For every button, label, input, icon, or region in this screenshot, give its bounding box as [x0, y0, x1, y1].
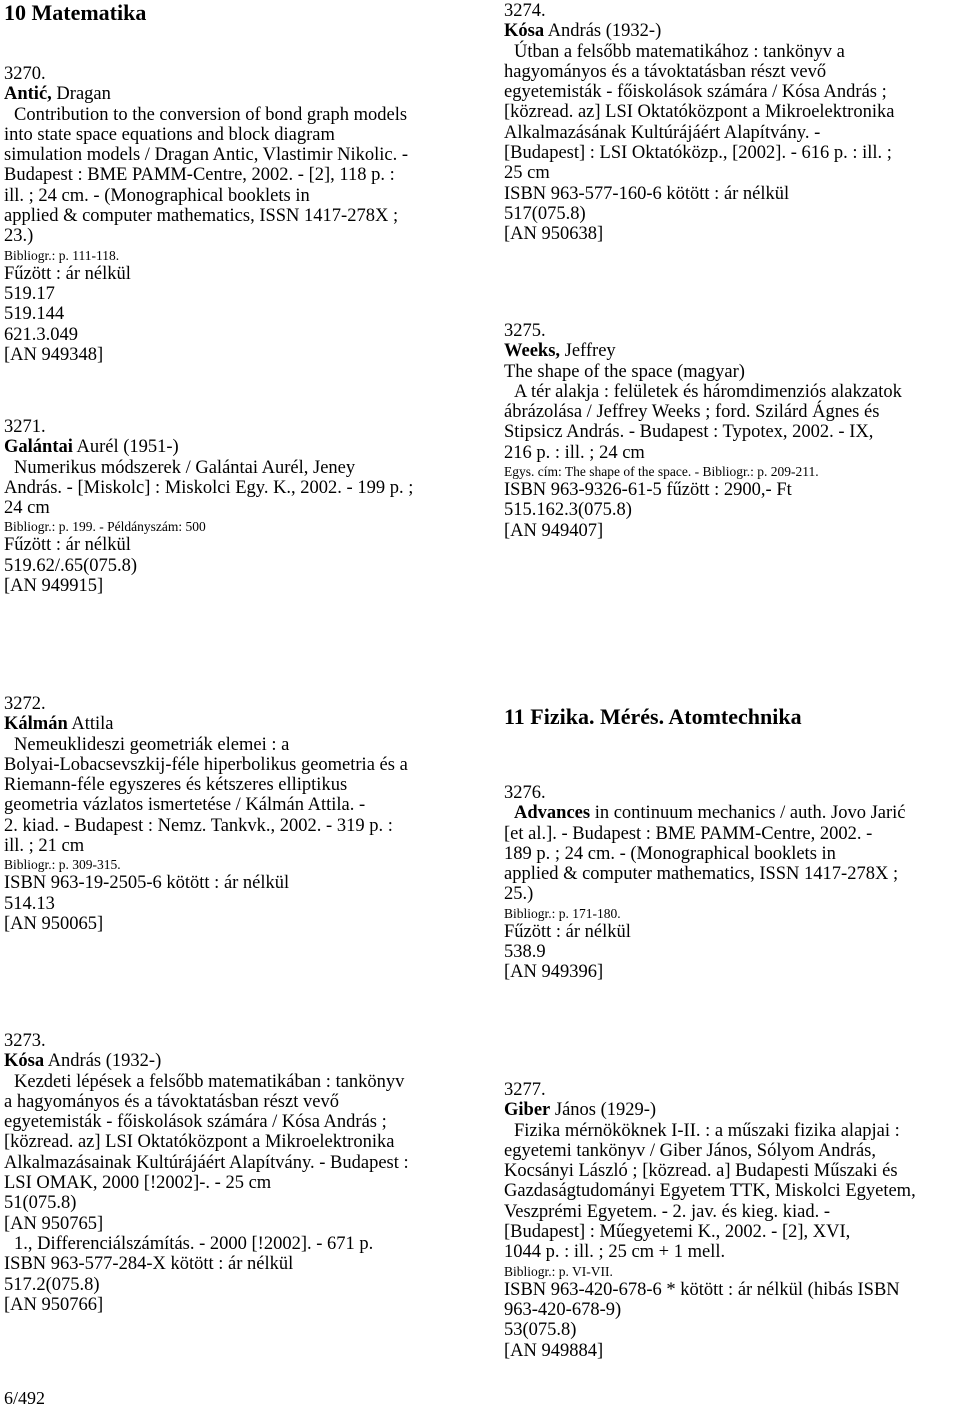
entry-line: Budapest : BME PAMM-Centre, 2002. - [2], 118 p. :	[4, 165, 395, 186]
entry-author	[4, 84, 408, 104]
author-forename: Attila	[67, 714, 114, 735]
author-forename: Dragan	[51, 84, 111, 105]
entry-title-line: Fizika mérnököknek I-II. : a műszaki fizika alapjai :	[514, 1120, 900, 1141]
entry-line: simulation models / Dragan Antic, Vlastimir Nikolic. -	[4, 145, 409, 166]
entry-note: Bibliogr.: p. 171-180.	[504, 905, 621, 921]
entry-isbn: ISBN 963-577-284-X kötött : ár nélkül	[4, 1254, 294, 1275]
entry-line: András. - [Miskolc] : Miskolci Egy. K., 2002. - 199 p. ;	[4, 477, 414, 498]
entry-price: Fűzött : ár nélkül	[504, 921, 631, 942]
entry-original-title: The shape of the space (magyar)	[504, 361, 745, 382]
entry-classification: 538.9	[504, 942, 546, 963]
entry-isbn: ISBN 963-420-678-6 * kötött : ár nélkül (hibás ISBN	[504, 1279, 900, 1300]
entry-3277	[504, 1080, 916, 1361]
entry-title-line: Numerikus módszerek / Galántai Aurél, Jeney	[14, 457, 356, 478]
entry-line: 216 p. : ill. ; 24 cm	[504, 442, 645, 463]
entry-title-line: A tér alakja : felületek és háromdimenziós alakzatok	[514, 381, 902, 402]
entry-number: 3274.	[504, 1, 546, 21]
entry-classification: 519.17	[4, 283, 55, 304]
entry-line: Kocsányi László ; [közread. a] Budapesti Műszaki és	[504, 1161, 898, 1182]
entry-note: Bibliogr.: p. 111-118.	[4, 247, 120, 263]
page-number: 6/492	[4, 1388, 46, 1408]
entry-3273	[4, 1031, 409, 1315]
entry-number: 3271.	[4, 417, 46, 437]
entry-3275	[504, 321, 902, 541]
entry-isbn: ISBN 963-19-2505-6 kötött : ár nélkül	[4, 873, 290, 894]
author-forename: Aurél (1951-)	[72, 437, 179, 458]
entry-line: 23.)	[4, 226, 34, 247]
entry-author	[504, 1100, 916, 1120]
entry-price: Fűzött : ár nélkül	[4, 535, 131, 556]
entry-classification: 514.13	[4, 893, 55, 914]
entry-line: ábrázolása / Jeffrey Weeks ; ford. Szilárd Ágnes és	[504, 402, 880, 423]
entry-classification: 519.144	[4, 304, 65, 325]
entry-line: [Budapest] : LSI Oktatóközp., [2002]. - 616 p. : ill. ;	[504, 143, 892, 164]
entry-3271	[4, 417, 413, 596]
entry-line: Alkalmazásainak Kultúrájáért Alapítvány. - Budapest :	[4, 1152, 409, 1173]
section-title-matematika: 10 Matematika	[4, 0, 147, 25]
entry-title-line: Kezdeti lépések a felsőbb matematikában : tankönyv	[14, 1071, 405, 1092]
entry-classification: 621.3.049	[4, 324, 78, 345]
title-rest: in continuum mechanics / auth. Jovo Jarić	[590, 803, 906, 824]
author-forename: Jeffrey	[560, 341, 616, 362]
entry-note: Bibliogr.: p. 199. - Példányszám: 500	[4, 519, 206, 535]
entry-line: 25.)	[504, 884, 534, 905]
author-surname: Galántai	[4, 437, 73, 458]
author-forename: János (1929-)	[550, 1100, 657, 1121]
entry-note: Egys. cím: The shape of the space. - Bibliogr.: p. 209-211.	[504, 464, 819, 480]
entry-isbn: ISBN 963-577-160-6 kötött : ár nélkül	[504, 183, 790, 204]
entry-line: egyetemisták - főiskolások számára / Kósa András ;	[4, 1112, 387, 1133]
entry-volume: 1., Differenciálszámítás. - 2000 [!2002]. - 671 p.	[14, 1233, 374, 1254]
entry-an-number: [AN 949884]	[504, 1340, 604, 1361]
entry-number: 3277.	[504, 1080, 546, 1100]
entry-title-line: Contribution to the conversion of bond graph models	[14, 104, 408, 125]
entry-title-line: Nemeuklideszi geometriák elemei : a	[14, 734, 290, 755]
entry-line: a hagyományos és a távoktatásban részt vevő	[4, 1091, 339, 1112]
entry-3274	[504, 1, 894, 245]
entry-number: 3273.	[4, 1031, 46, 1051]
entry-number: 3275.	[504, 321, 546, 341]
entry-isbn: ISBN 963-9326-61-5 fűzött : 2900,- Ft	[504, 480, 792, 501]
entry-number: 3270.	[4, 64, 46, 84]
entry-line: Alkalmazásának Kultúrájáért Alapítvány. -	[504, 122, 821, 143]
section-title-fizika: 11 Fizika. Mérés. Atomtechnika	[504, 704, 802, 729]
entry-author	[4, 714, 408, 734]
entry-3272	[4, 694, 408, 934]
entry-note: Bibliogr.: p. VI-VII.	[504, 1263, 613, 1279]
entry-an-number: [AN 949407]	[504, 520, 604, 541]
entry-line: 25 cm	[504, 163, 550, 184]
entry-isbn-continued: 963-420-678-9)	[504, 1299, 622, 1320]
entry-3276	[504, 783, 906, 983]
title-lead-word: Advances	[514, 803, 591, 824]
author-surname: Antić,	[4, 84, 52, 105]
entry-classification: 53(075.8)	[504, 1320, 577, 1341]
author-surname: Kósa	[4, 1051, 45, 1072]
entry-line: applied & computer mathematics, ISSN 1417-278X ;	[4, 206, 399, 227]
entry-line: into state space equations and block diagram	[4, 124, 335, 145]
entry-classification: 519.62/.65(075.8)	[4, 555, 138, 576]
author-surname: Kálmán	[4, 714, 68, 735]
entry-author	[4, 437, 413, 457]
entry-line: 24 cm	[4, 498, 50, 519]
entry-classification: 517.2(075.8)	[4, 1274, 100, 1295]
entry-line: Veszprémi Egyetem. - 2. jav. és kieg. kiad. -	[504, 1201, 831, 1222]
author-surname: Giber	[504, 1100, 551, 1121]
author-forename: András (1932-)	[44, 1051, 162, 1072]
entry-line: [közread. az] LSI Oktatóközpont a Mikroelektronika	[504, 102, 895, 123]
entry-note: Bibliogr.: p. 309-315.	[4, 857, 121, 873]
entry-3270	[4, 64, 408, 365]
entry-line: egyetemisták - főiskolások számára / Kósa András ;	[504, 82, 887, 103]
entry-line: geometria vázlatos ismertetése / Kálmán Attila. -	[4, 795, 366, 816]
entry-an-number: [AN 950065]	[4, 913, 104, 934]
entry-line: 1044 p. : ill. ; 25 cm + 1 mell.	[504, 1242, 726, 1263]
author-forename: András (1932-)	[544, 21, 662, 42]
entry-classification: 515.162.3(075.8)	[504, 500, 632, 521]
entry-author	[504, 341, 902, 361]
entry-price: Fűzött : ár nélkül	[4, 263, 131, 284]
entry-line: LSI OMAK, 2000 [!2002]-. - 25 cm	[4, 1173, 272, 1194]
entry-an-number: [AN 949396]	[504, 962, 604, 983]
entry-line: Bolyai-Lobacsevszkij-féle hiperbolikus geometria és a	[4, 754, 408, 775]
entry-line: ill. ; 21 cm	[4, 836, 85, 857]
entry-line: [et al.]. - Budapest : BME PAMM-Centre, 2002. -	[504, 823, 873, 844]
entry-line: 2. kiad. - Budapest : Nemz. Tankvk., 2002. - 319 p. :	[4, 815, 393, 836]
entry-number: 3272.	[4, 694, 46, 714]
entry-an-number: [AN 950638]	[504, 224, 604, 245]
entry-author	[504, 21, 894, 41]
entry-line: [közread. az] LSI Oktatóközpont a Mikroelektronika	[4, 1132, 395, 1153]
entry-an-number: [AN 950766]	[4, 1294, 104, 1315]
entry-title-line	[504, 803, 906, 823]
entry-line: egyetemi tankönyv / Giber János, Sólyom András,	[504, 1140, 877, 1161]
author-surname: Kósa	[504, 21, 545, 42]
entry-classification: 517(075.8)	[504, 203, 586, 224]
entry-line: hagyományos és a távoktatásban részt vevő	[504, 61, 827, 82]
entry-an-number: [AN 949348]	[4, 344, 104, 365]
entry-title-line: Útban a felsőbb matematikához : tankönyv a	[514, 41, 845, 62]
entry-classification: 51(075.8)	[4, 1193, 77, 1214]
entry-an-number: [AN 949915]	[4, 576, 104, 597]
entry-line: applied & computer mathematics, ISSN 1417-278X ;	[504, 864, 899, 885]
entry-line: 189 p. ; 24 cm. - (Monographical booklets in	[504, 843, 836, 864]
entry-number: 3276.	[504, 783, 546, 803]
entry-an-number: [AN 950765]	[4, 1213, 104, 1234]
entry-author	[4, 1051, 409, 1071]
entry-line: Gazdaságtudományi Egyetem TTK, Miskolci Egyetem,	[504, 1181, 916, 1202]
entry-line: ill. ; 24 cm. - (Monographical booklets in	[4, 185, 310, 206]
entry-line: [Budapest] : Műegyetemi K., 2002. - [2], XVI,	[504, 1222, 851, 1243]
author-surname: Weeks,	[504, 341, 561, 362]
entry-line: Riemann-féle egyszeres és kétszeres elliptikus	[4, 775, 348, 796]
entry-line: Stipsicz András. - Budapest : Typotex, 2002. - IX,	[504, 422, 874, 443]
